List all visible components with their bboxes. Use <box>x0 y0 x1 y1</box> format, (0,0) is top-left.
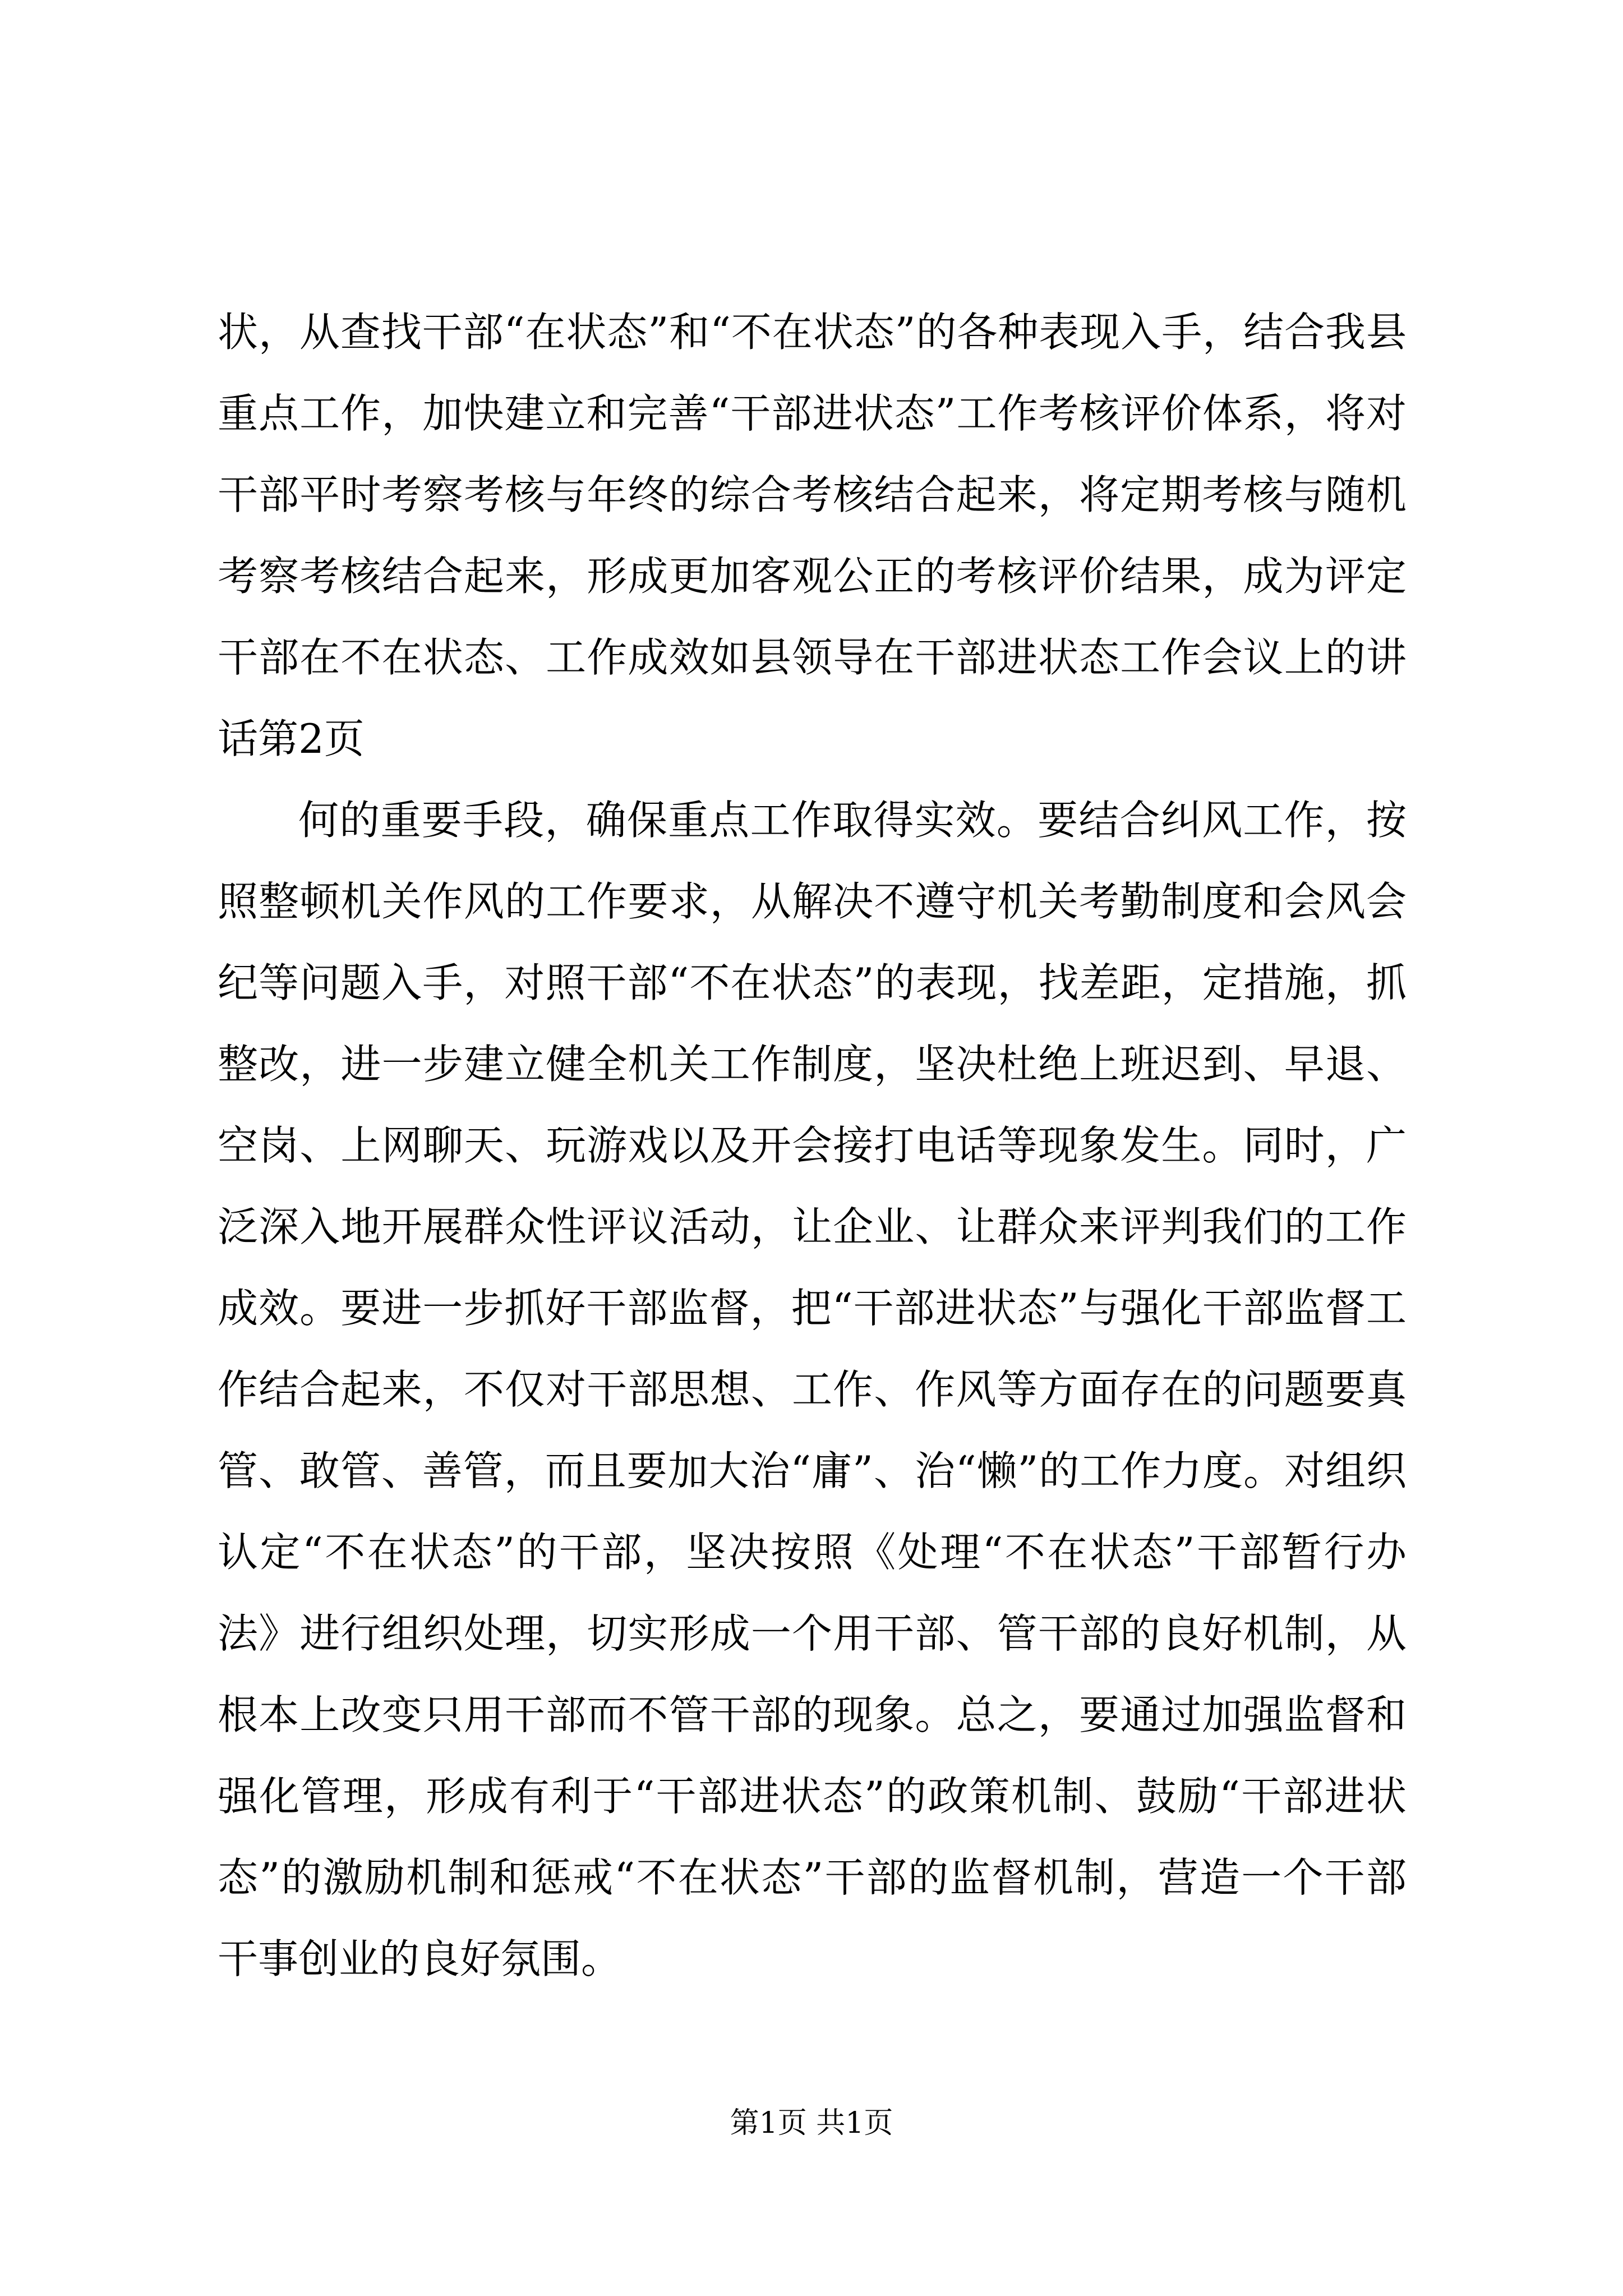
paragraph-continued: 状，从查找干部“在状态”和“不在状态”的各种表现入手，结合我县重点工作，加快建立和完善“干部进状态”工作考核评价体系，将对干部平时考察考核与年终的综合考核结合起来，将定期考核与随机考察考核结合起来，形成更加客观公正的考核评价结果，成为评定干部在不在状态、工作成效如县领导在干部进状态工作会议上的讲话第2页 <box>218 309 1407 762</box>
paragraph-main: 何的重要手段，确保重点工作取得实效。要结合纠风工作，按照整顿机关作风的工作要求，从解决不遵守机关考勤制度和会风会纪等问题入手，对照干部“不在状态”的表现，找差距，定措施，抓整改，进一步建立健全机关工作制度，坚决杜绝上班迟到、早退、空岗、上网聊天、玩游戏以及开会接打电话等现象发生。同时，广泛深入地开展群众性评议活动，让企业、让群众来评判我们的工作成效。要进一步抓好干部监督，把“干部进状态”与强化干部监督工作结合起来，不仅对干部思想、工作、作风等方面存在的问题要真管、敢管、善管，而且要加大治“庸”、治“懒”的工作力度。对组织认定“不在状态”的干部，坚决按照《处理“不在状态”干部暂行办法》进行组织处理，切实形成一个用干部、管干部的良好机制，从根本上改变只用干部而不管干部的现象。总之，要通过加强监督和强化管理，形成有利于“干部进状态”的政策机制、鼓励“干部进状态”的激励机制和惩戒“不在状态”干部的监督机制，营造一个干部干事创业的良好氛围。 <box>218 797 1407 1982</box>
document-body <box>218 292 1407 2000</box>
page-footer: 第1页 共1页 <box>730 2106 893 2140</box>
